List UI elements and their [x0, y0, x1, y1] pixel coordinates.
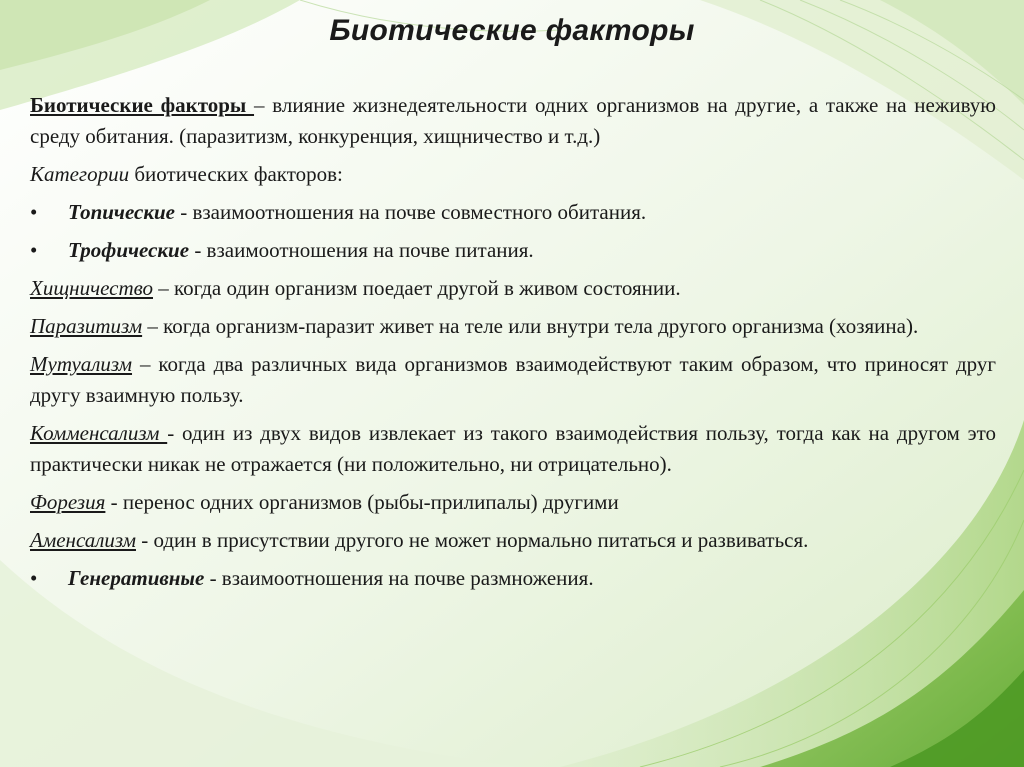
bullet-dot: •: [30, 238, 38, 262]
amensalism-paragraph: [30, 525, 996, 556]
phoresy-paragraph: [30, 487, 996, 518]
bullet-trophic-text: - взаимоотношения на почве питания.: [189, 238, 534, 262]
mutualism-text: – когда два различных вида организмов взаимодействуют таким образом, что приносят друг другу взаимную пользу.: [30, 352, 996, 407]
bullet-trophic-term: Трофические: [68, 238, 190, 262]
slide-content: [30, 90, 996, 601]
predation-paragraph: [30, 273, 996, 304]
bullet-trophic: [30, 235, 996, 266]
bullet-dot: •: [30, 566, 38, 590]
commensalism-term: Комменсализм: [30, 421, 168, 445]
bullet-generative-text: - взаимоотношения на почве размножения.: [204, 566, 594, 590]
phoresy-text: - перенос одних организмов (рыбы-прилипалы) другими: [105, 490, 619, 514]
categories-text: биотических факторов:: [129, 162, 343, 186]
commensalism-text: - один из двух видов извлекает из такого взаимодействия пользу, тогда как на другом это практически никак не отражается (ни положительно, ни отрицательно).: [30, 421, 996, 476]
bullet-topic-term: Топические: [68, 200, 175, 224]
commensalism-paragraph: [30, 418, 996, 480]
categories-line: [30, 159, 996, 190]
phoresy-term: Форезия: [30, 490, 106, 514]
bullet-dot: •: [30, 200, 38, 224]
bullet-generative: [30, 563, 996, 594]
parasitism-term: Паразитизм: [30, 314, 143, 338]
bullet-topic: [30, 197, 996, 228]
definition-text: – влияние жизнедеятельности одних организмов на другие, а также на неживую среду обитания. (паразитизм, конкуренция, хищничество и т.д.): [30, 93, 996, 148]
bullet-generative-term: Генеративные: [68, 566, 205, 590]
definition-paragraph: [30, 90, 996, 152]
definition-term: Биотические факторы: [30, 93, 255, 117]
amensalism-term: Аменсализм: [30, 528, 136, 552]
parasitism-text: – когда организм-паразит живет на теле или внутри тела другого организма (хозяина).: [142, 314, 919, 338]
parasitism-paragraph: [30, 311, 996, 342]
bullet-topic-text: - взаимоотношения на почве совместного обитания.: [174, 200, 647, 224]
predation-text: – когда один организм поедает другой в живом состоянии.: [153, 276, 681, 300]
slide-title: Биотические факторы: [329, 14, 695, 47]
mutualism-term: Мутуализм: [30, 352, 133, 376]
categories-label: Категории: [30, 162, 130, 186]
mutualism-paragraph: [30, 349, 996, 411]
amensalism-text: - один в присутствии другого не может нормально питаться и развиваться.: [135, 528, 809, 552]
predation-term: Хищничество: [30, 276, 153, 300]
